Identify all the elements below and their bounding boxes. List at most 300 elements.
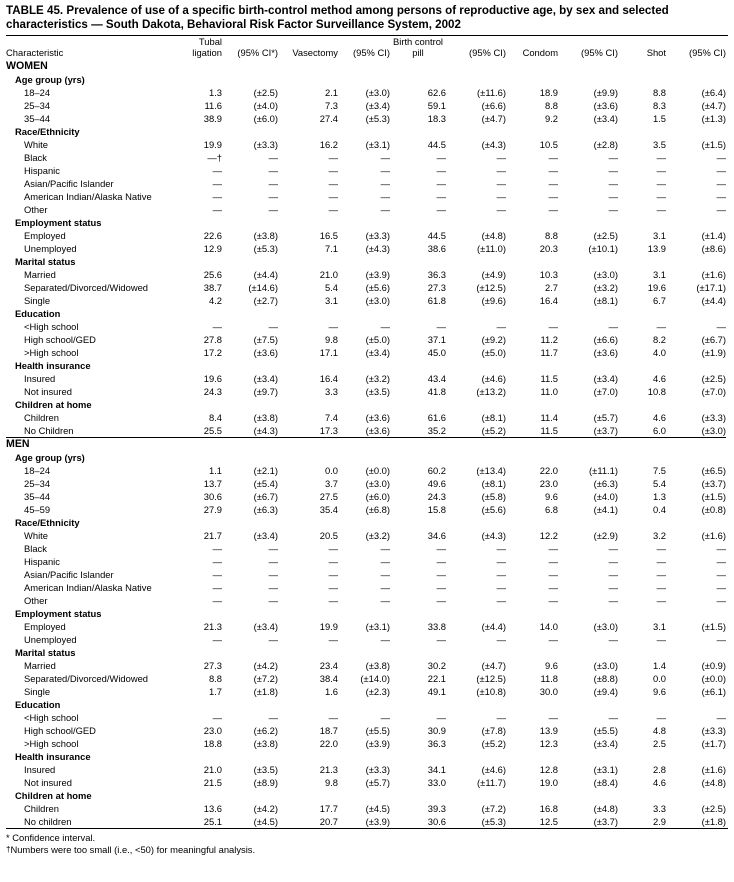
row-label: <High school xyxy=(24,712,79,724)
footnotes xyxy=(6,832,728,856)
row-label: Black xyxy=(24,543,47,555)
ci-cell: (±3.2) xyxy=(365,530,390,542)
ci-cell: (±2.5) xyxy=(593,230,618,242)
value-cell: 27.3 xyxy=(427,282,446,294)
value-cell: 49.6 xyxy=(427,478,446,490)
value-cell: 38.4 xyxy=(319,673,338,685)
ci-cell: (±11.7) xyxy=(477,777,506,789)
ci-cell: (±5.6) xyxy=(365,282,390,294)
value-cell: 11.0 xyxy=(540,386,558,398)
value-cell: 16.5 xyxy=(319,230,338,242)
ci-cell: (±3.3) xyxy=(701,412,726,424)
value-cell: 19.6 xyxy=(647,282,666,294)
value-cell: — xyxy=(548,191,558,203)
ci-cell: (±6.6) xyxy=(481,100,506,112)
ci-cell: (±3.7) xyxy=(593,425,618,437)
ci-cell: (±1.5) xyxy=(701,491,726,503)
row-label: 18–24 xyxy=(24,87,51,99)
table-row xyxy=(6,568,726,581)
value-cell: 25.1 xyxy=(203,816,222,828)
section-label: Education xyxy=(15,308,61,320)
dagger-text: Numbers were too small (i.e., <50) for meaningful analysis. xyxy=(10,844,256,856)
value-cell: — xyxy=(212,165,222,177)
ci-cell: — xyxy=(716,556,726,568)
table-title: TABLE 45. Prevalence of use of a specific birth-control method among persons of reproductive age, by sex and selected characteristics — South Dakota, Behavioral Risk Factor Surveillance System, 2002 xyxy=(6,4,669,31)
ci-cell: (±1.9) xyxy=(701,347,726,359)
value-cell: — xyxy=(656,556,666,568)
ci-cell: — xyxy=(380,204,390,216)
ci-cell: (±3.8) xyxy=(253,738,278,750)
ci-cell: (±4.3) xyxy=(253,425,278,437)
value-cell: 13.9 xyxy=(539,725,558,737)
ci-cell: — xyxy=(608,321,618,333)
value-cell: — xyxy=(212,712,222,724)
value-cell: — xyxy=(548,204,558,216)
ci-cell: (±12.5) xyxy=(476,282,506,294)
ci-cell: (±1.6) xyxy=(701,764,726,776)
ci-cell: — xyxy=(380,569,390,581)
ci-cell: (±3.1) xyxy=(593,764,618,776)
row-label: 18–24 xyxy=(24,465,51,477)
row-label: Not insured xyxy=(24,777,72,789)
section-row xyxy=(6,789,726,802)
value-cell: 21.3 xyxy=(319,764,338,776)
section-label: Children at home xyxy=(15,790,92,802)
row-label: Married xyxy=(24,269,56,281)
table-row xyxy=(6,229,726,242)
ci-cell: — xyxy=(496,152,506,164)
ci-cell: (±4.4) xyxy=(481,621,506,633)
ci-cell: — xyxy=(380,191,390,203)
ci-cell: (±10.8) xyxy=(476,686,506,698)
value-cell: 34.6 xyxy=(427,530,446,542)
ci-cell: (±3.3) xyxy=(365,764,390,776)
table-row xyxy=(6,581,726,594)
value-cell: — xyxy=(656,582,666,594)
value-cell: — xyxy=(212,569,222,581)
row-label: Children xyxy=(24,803,59,815)
value-cell: — xyxy=(656,569,666,581)
ci-cell: — xyxy=(716,543,726,555)
ci-cell: (±5.7) xyxy=(365,777,390,789)
table-row xyxy=(6,477,726,490)
ci-cell: (±3.4) xyxy=(593,738,618,750)
value-cell: 10.8 xyxy=(647,386,666,398)
table-row xyxy=(6,333,726,346)
value-cell: 25.6 xyxy=(203,269,222,281)
ci-cell: (±11.1) xyxy=(589,465,618,477)
ci-cell: (±6.1) xyxy=(701,686,726,698)
ci-cell: (±4.6) xyxy=(481,764,506,776)
footnote-dagger xyxy=(6,844,728,856)
table-row xyxy=(6,424,726,438)
section-label: Age group (yrs) xyxy=(15,74,85,86)
section-label: Children at home xyxy=(15,399,92,411)
section-row xyxy=(6,73,726,86)
value-cell: — xyxy=(656,191,666,203)
value-cell: 22.1 xyxy=(427,673,446,685)
value-cell: 34.1 xyxy=(427,764,446,776)
ci-cell: (±8.9) xyxy=(253,777,278,789)
table-row xyxy=(6,177,726,190)
value-cell: 16.4 xyxy=(539,295,558,307)
ci-cell: (±5.8) xyxy=(481,491,506,503)
ci-cell: (±0.0) xyxy=(701,673,726,685)
ci-cell: (±4.9) xyxy=(481,269,506,281)
ci-cell: (±8.4) xyxy=(593,777,618,789)
value-cell: 2.9 xyxy=(652,816,666,828)
ci-cell: (±5.2) xyxy=(481,425,506,437)
value-cell: 19.9 xyxy=(319,621,338,633)
value-cell: 12.5 xyxy=(539,816,558,828)
section-label: Race/Ethnicity xyxy=(15,517,80,529)
ci-cell: (±3.3) xyxy=(365,230,390,242)
value-cell: 3.1 xyxy=(652,621,666,633)
value-cell: 4.8 xyxy=(652,725,666,737)
ci-cell: (±3.4) xyxy=(253,530,278,542)
value-cell: 60.2 xyxy=(427,465,446,477)
ci-cell: — xyxy=(496,178,506,190)
ci-cell: — xyxy=(380,595,390,607)
ci-cell: — xyxy=(716,569,726,581)
value-cell: 3.1 xyxy=(652,230,666,242)
ci-cell: (±1.5) xyxy=(701,621,726,633)
ci-cell: (±0.9) xyxy=(701,660,726,672)
value-cell: 5.4 xyxy=(652,478,666,490)
value-cell: — xyxy=(212,204,222,216)
row-label: >High school xyxy=(24,347,79,359)
ci-cell: — xyxy=(496,191,506,203)
ci-cell: (±10.1) xyxy=(588,243,618,255)
value-cell: — xyxy=(436,712,446,724)
ci-cell: (±14.6) xyxy=(248,282,278,294)
value-cell: — xyxy=(328,321,338,333)
section-row xyxy=(6,307,726,320)
value-cell: — xyxy=(656,634,666,646)
value-cell: 11.2 xyxy=(540,334,558,346)
table-row xyxy=(6,411,726,424)
value-cell: — xyxy=(656,204,666,216)
table-row xyxy=(6,268,726,281)
ci-cell: (±6.7) xyxy=(253,491,278,503)
ci-cell: (±3.9) xyxy=(365,816,390,828)
value-cell: — xyxy=(212,543,222,555)
value-cell: — xyxy=(328,582,338,594)
row-label: Not insured xyxy=(24,386,72,398)
ci-cell: (±4.7) xyxy=(481,660,506,672)
value-cell: 43.4 xyxy=(427,373,446,385)
value-cell: 30.6 xyxy=(427,816,446,828)
ci-cell: (±5.3) xyxy=(481,816,506,828)
ci-cell: — xyxy=(496,204,506,216)
ci-cell: — xyxy=(608,204,618,216)
ci-cell: — xyxy=(608,178,618,190)
ci-cell: (±1.6) xyxy=(701,530,726,542)
ci-cell: — xyxy=(496,595,506,607)
ci-cell: — xyxy=(716,191,726,203)
value-cell: — xyxy=(548,152,558,164)
value-cell: — xyxy=(328,712,338,724)
value-cell: — xyxy=(436,569,446,581)
value-cell: 13.9 xyxy=(647,243,666,255)
value-cell: 2.1 xyxy=(324,87,338,99)
row-label: Separated/Divorced/Widowed xyxy=(24,282,149,294)
ci-cell: (±11.0) xyxy=(477,243,506,255)
value-cell: 8.2 xyxy=(652,334,666,346)
value-cell: 10.3 xyxy=(539,269,558,281)
row-label: No children xyxy=(24,816,72,828)
value-cell: — xyxy=(328,191,338,203)
row-label: Employed xyxy=(24,230,66,242)
table-row xyxy=(6,555,726,568)
value-cell: 23.0 xyxy=(203,725,222,737)
ci-cell: — xyxy=(496,556,506,568)
ci-cell: (±3.6) xyxy=(593,100,618,112)
value-cell: 30.0 xyxy=(539,686,558,698)
table-row xyxy=(6,724,726,737)
ci-cell: (±3.0) xyxy=(701,425,726,437)
value-cell: 16.4 xyxy=(319,373,338,385)
value-cell: 33.0 xyxy=(427,777,446,789)
table-row xyxy=(6,711,726,724)
value-cell: 1.3 xyxy=(652,491,666,503)
ci-cell: (±3.5) xyxy=(253,764,278,776)
ci-cell: — xyxy=(268,582,278,594)
row-label: <High school xyxy=(24,321,79,333)
column-header: (95% CI) xyxy=(581,47,618,59)
ci-cell: (±6.3) xyxy=(593,478,618,490)
ci-cell: (±8.1) xyxy=(481,412,506,424)
ci-cell: (±1.5) xyxy=(701,139,726,151)
row-label: Insured xyxy=(24,373,56,385)
value-cell: — xyxy=(328,595,338,607)
value-cell: 4.6 xyxy=(652,373,666,385)
table-row xyxy=(6,737,726,750)
table-row xyxy=(6,242,726,255)
row-label: Asian/Pacific Islander xyxy=(24,178,114,190)
value-cell: 3.1 xyxy=(324,295,338,307)
ci-cell: — xyxy=(380,321,390,333)
ci-cell: (±1.4) xyxy=(701,230,726,242)
ci-cell: — xyxy=(268,556,278,568)
value-cell: 45.0 xyxy=(427,347,446,359)
ci-cell: (±4.3) xyxy=(365,243,390,255)
ci-cell: (±4.3) xyxy=(481,139,506,151)
value-cell: — xyxy=(656,595,666,607)
column-header: (95% CI*) xyxy=(237,47,278,59)
group-label: WOMEN xyxy=(6,60,48,73)
column-header: Condom xyxy=(522,47,558,59)
ci-cell: (±6.8) xyxy=(365,504,390,516)
ci-cell: (±4.0) xyxy=(593,491,618,503)
row-label: 25–34 xyxy=(24,100,51,112)
table-row xyxy=(6,815,726,828)
ci-cell: — xyxy=(608,152,618,164)
value-cell: 2.8 xyxy=(652,764,666,776)
table-row xyxy=(6,620,726,633)
row-label: Unemployed xyxy=(24,634,77,646)
value-cell: 27.3 xyxy=(203,660,222,672)
section-row xyxy=(6,359,726,372)
value-cell: 44.5 xyxy=(427,139,446,151)
value-cell: 17.3 xyxy=(319,425,338,437)
ci-cell: (±4.5) xyxy=(365,803,390,815)
ci-cell: (±4.6) xyxy=(481,373,506,385)
value-cell: 30.9 xyxy=(427,725,446,737)
ci-cell: (±2.1) xyxy=(253,465,278,477)
ci-cell: (±2.3) xyxy=(365,686,390,698)
ci-cell: — xyxy=(496,543,506,555)
section-label: Employment status xyxy=(15,608,102,620)
value-cell: — xyxy=(436,178,446,190)
value-cell: — xyxy=(548,556,558,568)
table-row xyxy=(6,594,726,607)
ci-cell: — xyxy=(380,556,390,568)
row-label: High school/GED xyxy=(24,334,96,346)
value-cell: 38.6 xyxy=(427,243,446,255)
value-cell: 12.8 xyxy=(539,764,558,776)
ci-cell: (±3.3) xyxy=(253,139,278,151)
ci-cell: — xyxy=(716,634,726,646)
value-cell: 38.7 xyxy=(203,282,222,294)
ci-cell: (±5.4) xyxy=(253,478,278,490)
ci-cell: — xyxy=(268,152,278,164)
value-cell: 11.6 xyxy=(204,100,222,112)
ci-cell: (±13.2) xyxy=(476,386,506,398)
value-cell: — xyxy=(328,556,338,568)
ci-cell: (±3.1) xyxy=(365,621,390,633)
value-cell: 17.2 xyxy=(203,347,222,359)
value-cell: 19.9 xyxy=(203,139,222,151)
ci-cell: (±3.6) xyxy=(365,425,390,437)
ci-cell: (±3.4) xyxy=(593,113,618,125)
value-cell: 61.8 xyxy=(427,295,446,307)
ci-cell: (±0.8) xyxy=(701,504,726,516)
value-cell: 3.7 xyxy=(324,478,338,490)
ci-cell: — xyxy=(268,595,278,607)
ci-cell: (±3.0) xyxy=(593,269,618,281)
value-cell: 23.0 xyxy=(539,478,558,490)
row-label: American Indian/Alaska Native xyxy=(24,582,152,594)
table-row xyxy=(6,464,726,477)
ci-cell: — xyxy=(716,321,726,333)
value-cell: 25.5 xyxy=(203,425,222,437)
ci-cell: (±2.7) xyxy=(253,295,278,307)
ci-cell: (±7.0) xyxy=(701,386,726,398)
value-cell: 16.8 xyxy=(539,803,558,815)
value-cell: 27.5 xyxy=(319,491,338,503)
ci-cell: (±5.7) xyxy=(593,412,618,424)
ci-cell: (±3.0) xyxy=(365,87,390,99)
ci-cell: (±3.0) xyxy=(365,295,390,307)
ci-cell: (±8.1) xyxy=(481,478,506,490)
ci-cell: (±17.1) xyxy=(696,282,726,294)
value-cell: 12.9 xyxy=(203,243,222,255)
ci-cell: — xyxy=(496,712,506,724)
section-label: Education xyxy=(15,699,61,711)
value-cell: — xyxy=(328,178,338,190)
row-label: Unemployed xyxy=(24,243,77,255)
section-row xyxy=(6,255,726,268)
row-label: Married xyxy=(24,660,56,672)
section-row xyxy=(6,516,726,529)
value-cell: 62.6 xyxy=(427,87,446,99)
ci-cell: (±6.2) xyxy=(253,725,278,737)
ci-cell: — xyxy=(608,582,618,594)
table-row xyxy=(6,672,726,685)
value-cell: 9.6 xyxy=(544,491,558,503)
ci-cell: (±4.1) xyxy=(593,504,618,516)
ci-cell: — xyxy=(268,204,278,216)
ci-cell: (±4.7) xyxy=(481,113,506,125)
section-label: Health insurance xyxy=(15,360,91,372)
value-cell: 10.5 xyxy=(539,139,558,151)
ci-cell: (±5.2) xyxy=(481,738,506,750)
value-cell: —† xyxy=(207,152,222,164)
ci-cell: (±4.8) xyxy=(701,777,726,789)
value-cell: 16.2 xyxy=(319,139,338,151)
value-cell: — xyxy=(548,595,558,607)
value-cell: — xyxy=(436,634,446,646)
value-cell: — xyxy=(436,204,446,216)
ci-cell: — xyxy=(716,178,726,190)
value-cell: 18.8 xyxy=(203,738,222,750)
value-cell: 1.6 xyxy=(324,686,338,698)
ci-cell: (±3.0) xyxy=(593,660,618,672)
row-label: >High school xyxy=(24,738,79,750)
value-cell: 38.9 xyxy=(203,113,222,125)
ci-cell: (±5.5) xyxy=(365,725,390,737)
value-cell: 9.8 xyxy=(324,777,338,789)
value-cell: — xyxy=(436,582,446,594)
value-cell: 0.4 xyxy=(652,504,666,516)
row-label: Employed xyxy=(24,621,66,633)
column-header: (95% CI) xyxy=(353,47,390,59)
value-cell: 59.1 xyxy=(427,100,446,112)
value-cell: — xyxy=(436,191,446,203)
ci-cell: (±2.5) xyxy=(253,87,278,99)
ci-cell: — xyxy=(608,712,618,724)
value-cell: 4.2 xyxy=(208,295,222,307)
ci-cell: (±3.6) xyxy=(593,347,618,359)
value-cell: 36.3 xyxy=(427,738,446,750)
value-cell: 49.1 xyxy=(427,686,446,698)
value-cell: 33.8 xyxy=(427,621,446,633)
value-cell: — xyxy=(212,595,222,607)
ci-cell: (±7.0) xyxy=(593,386,618,398)
ci-cell: (±3.4) xyxy=(593,373,618,385)
value-cell: 27.4 xyxy=(319,113,338,125)
ci-cell: — xyxy=(268,178,278,190)
table-row xyxy=(6,112,726,125)
value-cell: 12.2 xyxy=(539,530,558,542)
value-cell: 35.4 xyxy=(319,504,338,516)
value-cell: 3.5 xyxy=(652,139,666,151)
value-cell: 11.5 xyxy=(540,373,558,385)
table-row xyxy=(6,346,726,359)
value-cell: 0.0 xyxy=(324,465,338,477)
ci-cell: (±9.4) xyxy=(593,686,618,698)
ci-cell: (±7.5) xyxy=(253,334,278,346)
value-cell: — xyxy=(656,165,666,177)
value-cell: — xyxy=(212,582,222,594)
value-cell: — xyxy=(212,191,222,203)
ci-cell: (±3.7) xyxy=(593,816,618,828)
data-table xyxy=(6,36,726,828)
value-cell: 3.3 xyxy=(652,803,666,815)
value-cell: 1.4 xyxy=(652,660,666,672)
table-row xyxy=(6,776,726,789)
